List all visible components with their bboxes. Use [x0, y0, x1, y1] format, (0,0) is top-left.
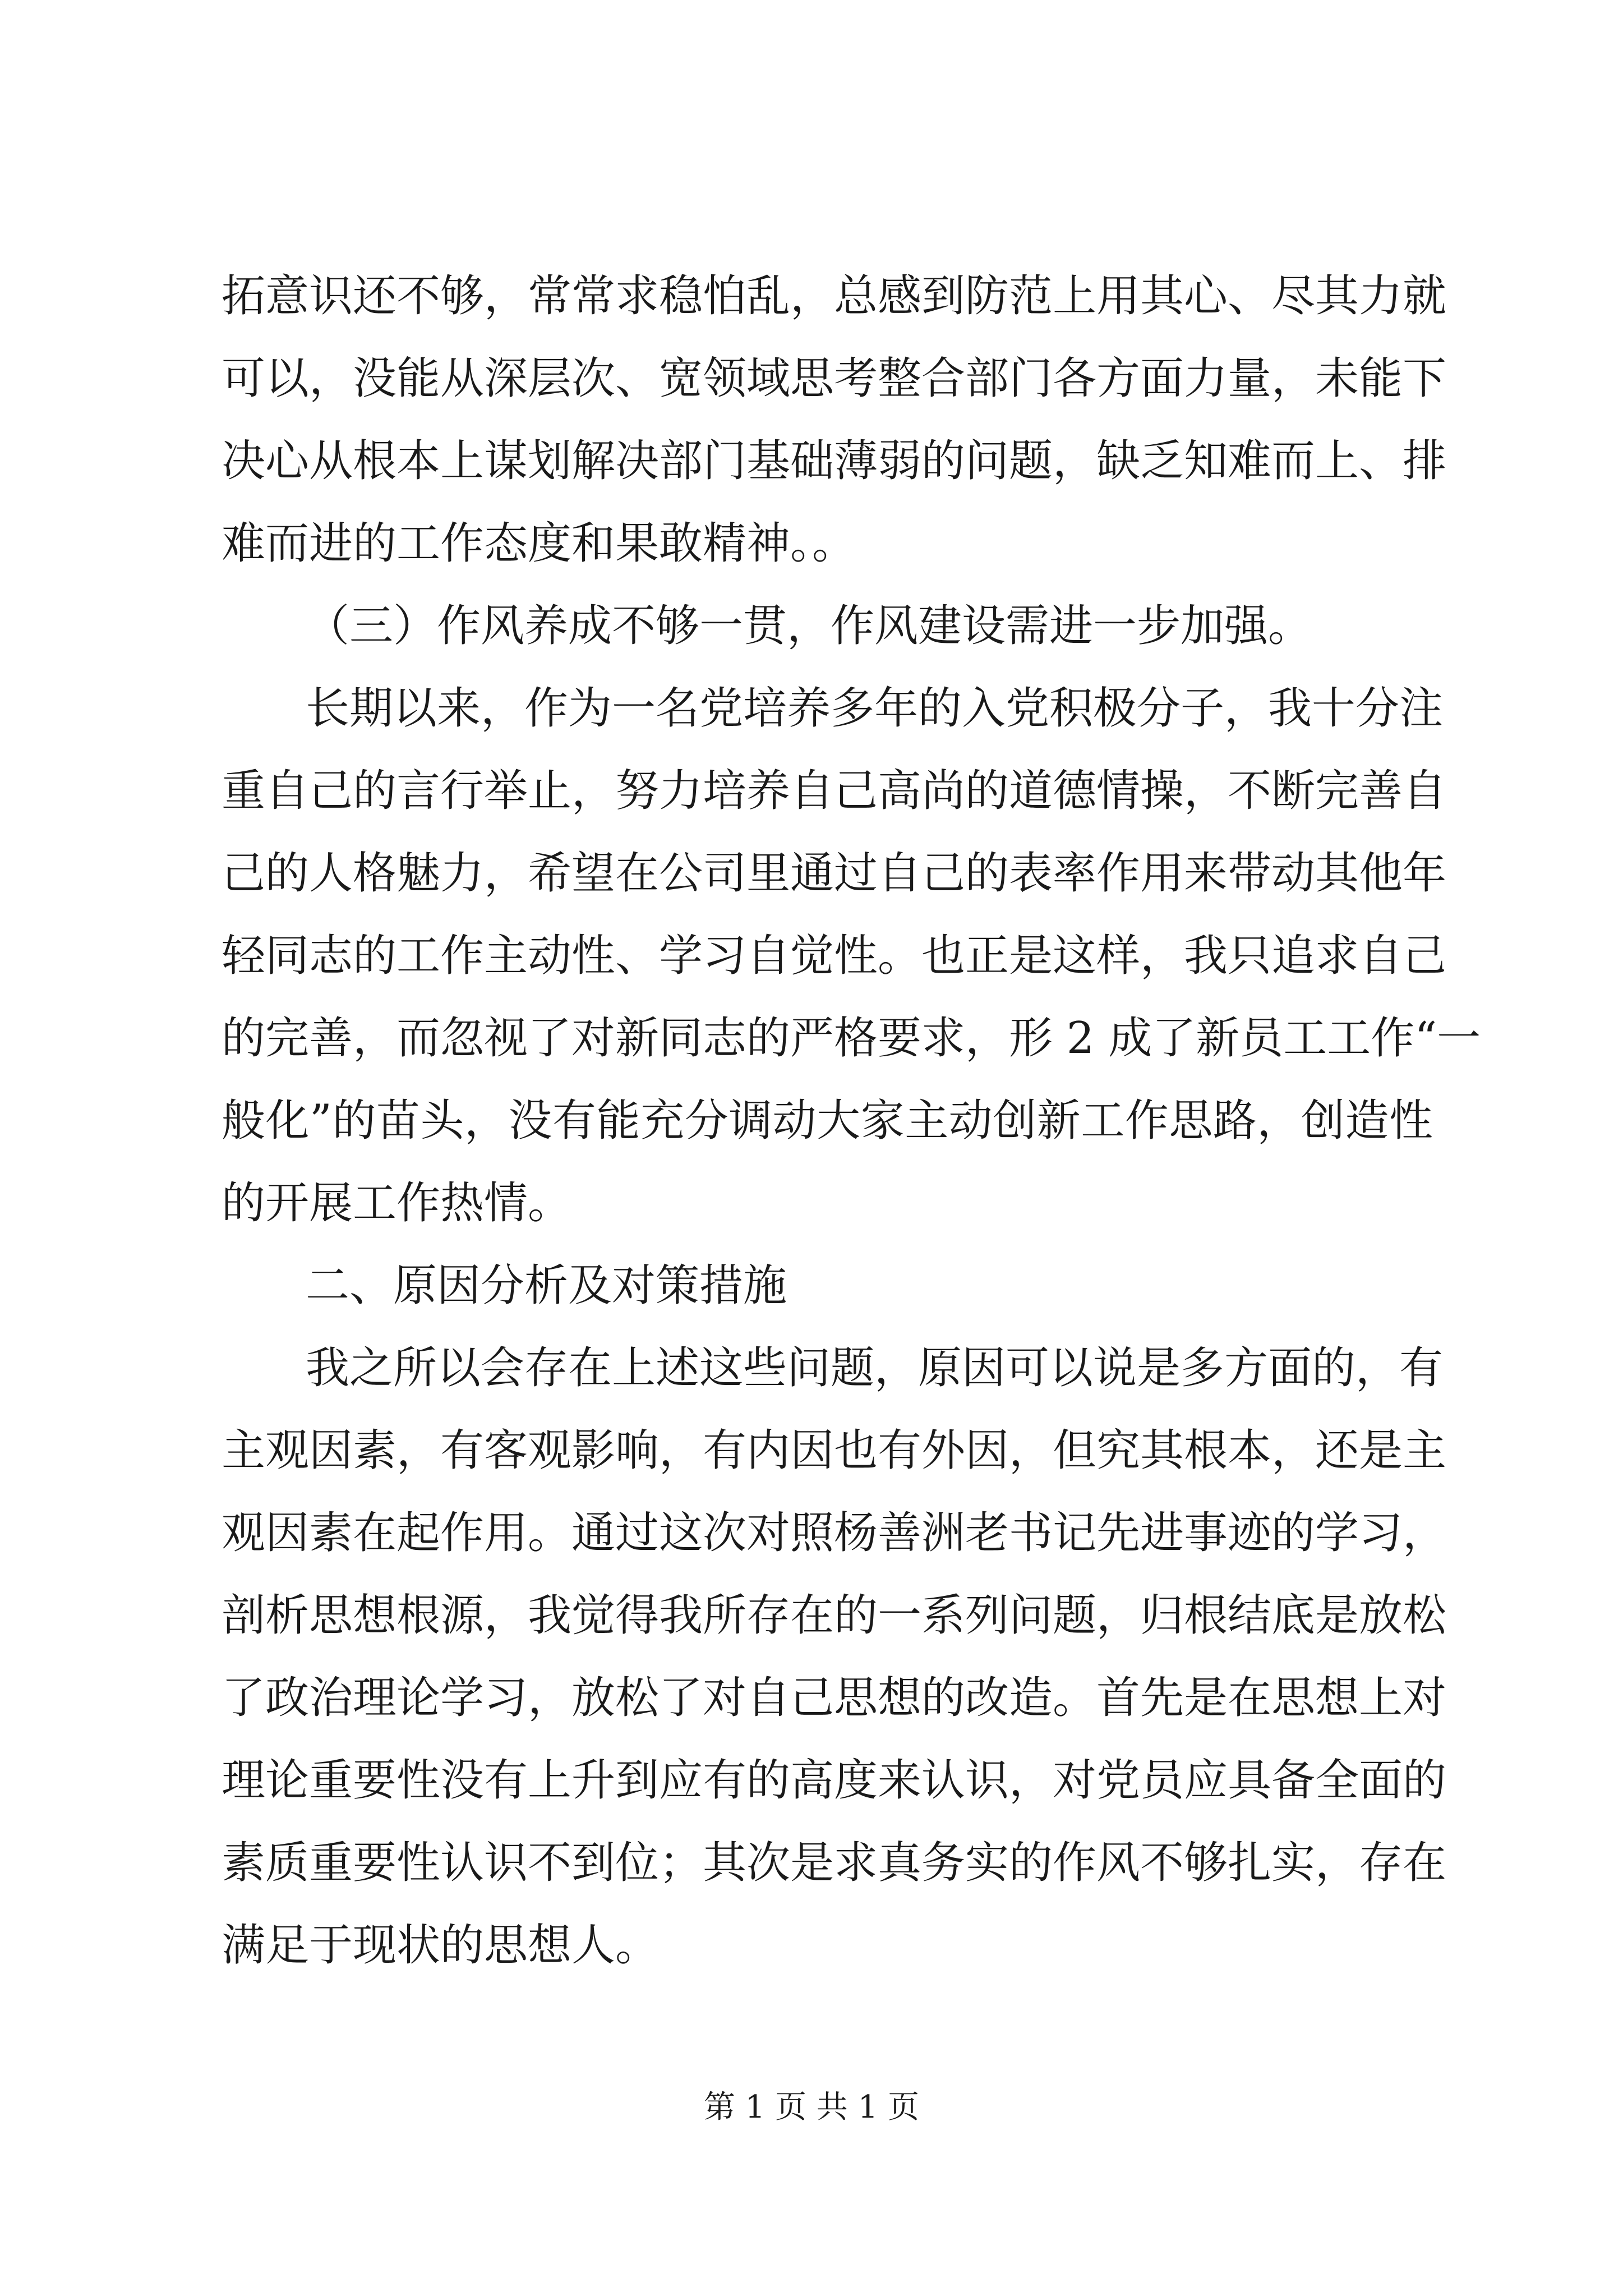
paragraph-line: 我之所以会存在上述这些问题，原因可以说是多方面的，有 — [306, 1343, 1444, 1393]
page-number-footer: 第 1 页 共 1 页 — [703, 2089, 920, 2125]
paragraph-line: 素质重要性认识不到位；其次是求真务实的作风不够扎实，存在 — [222, 1838, 1447, 1888]
paragraph-line: 理论重要性没有上升到应有的高度来认识，对党员应具备全面的 — [222, 1755, 1447, 1806]
paragraph-line: 可以，没能从深层次、宽领域思考整合部门各方面力量，未能下 — [222, 353, 1447, 404]
paragraph-line: 观因素在起作用。通过这次对照杨善洲老书记先进事迹的学习， — [222, 1508, 1447, 1558]
paragraph-line: 主观因素，有客观影响，有内因也有外因，但究其根本，还是主 — [222, 1425, 1447, 1476]
document-body — [222, 255, 1481, 1987]
paragraph-line: 满足于现状的思想人。 — [222, 1920, 660, 1971]
paragraph-line: 的完善，而忽视了对新同志的严格要求，形 2 成了新员工工作“一 — [222, 1013, 1481, 1064]
section-heading: （三）作风养成不够一贯，作风建设需进一步加强。 — [306, 601, 1312, 651]
paragraph-line: 长期以来，作为一名党培养多年的入党积极分子，我十分注 — [306, 683, 1444, 734]
paragraph-line: 的开展工作热情。 — [222, 1178, 572, 1228]
paragraph-line: 轻同志的工作主动性、学习自觉性。也正是这样，我只追求自己 — [222, 931, 1447, 981]
paragraph-line: 重自己的言行举止，努力培养自己高尚的道德情操，不断完善自 — [222, 766, 1447, 816]
paragraph-line: 己的人格魅力，希望在公司里通过自己的表率作用来带动其他年 — [222, 848, 1447, 899]
paragraph-line: 剖析思想根源，我觉得我所存在的一系列问题，归根结底是放松 — [222, 1590, 1447, 1641]
section-heading: 二、原因分析及对策措施 — [306, 1260, 787, 1311]
paragraph-line: 难而进的工作态度和果敢精神。。 — [222, 518, 856, 569]
paragraph-line: 般化”的苗头，没有能充分调动大家主动创新工作思路，创造性 — [222, 1096, 1433, 1146]
paragraph-line: 决心从根本上谋划解决部门基础薄弱的问题，缺乏知难而上、排 — [222, 436, 1447, 486]
paragraph-line: 拓意识还不够，常常求稳怕乱，总感到防范上用其心、尽其力就 — [222, 271, 1447, 321]
paragraph-line: 了政治理论学习，放松了对自己思想的改造。首先是在思想上对 — [222, 1673, 1447, 1723]
